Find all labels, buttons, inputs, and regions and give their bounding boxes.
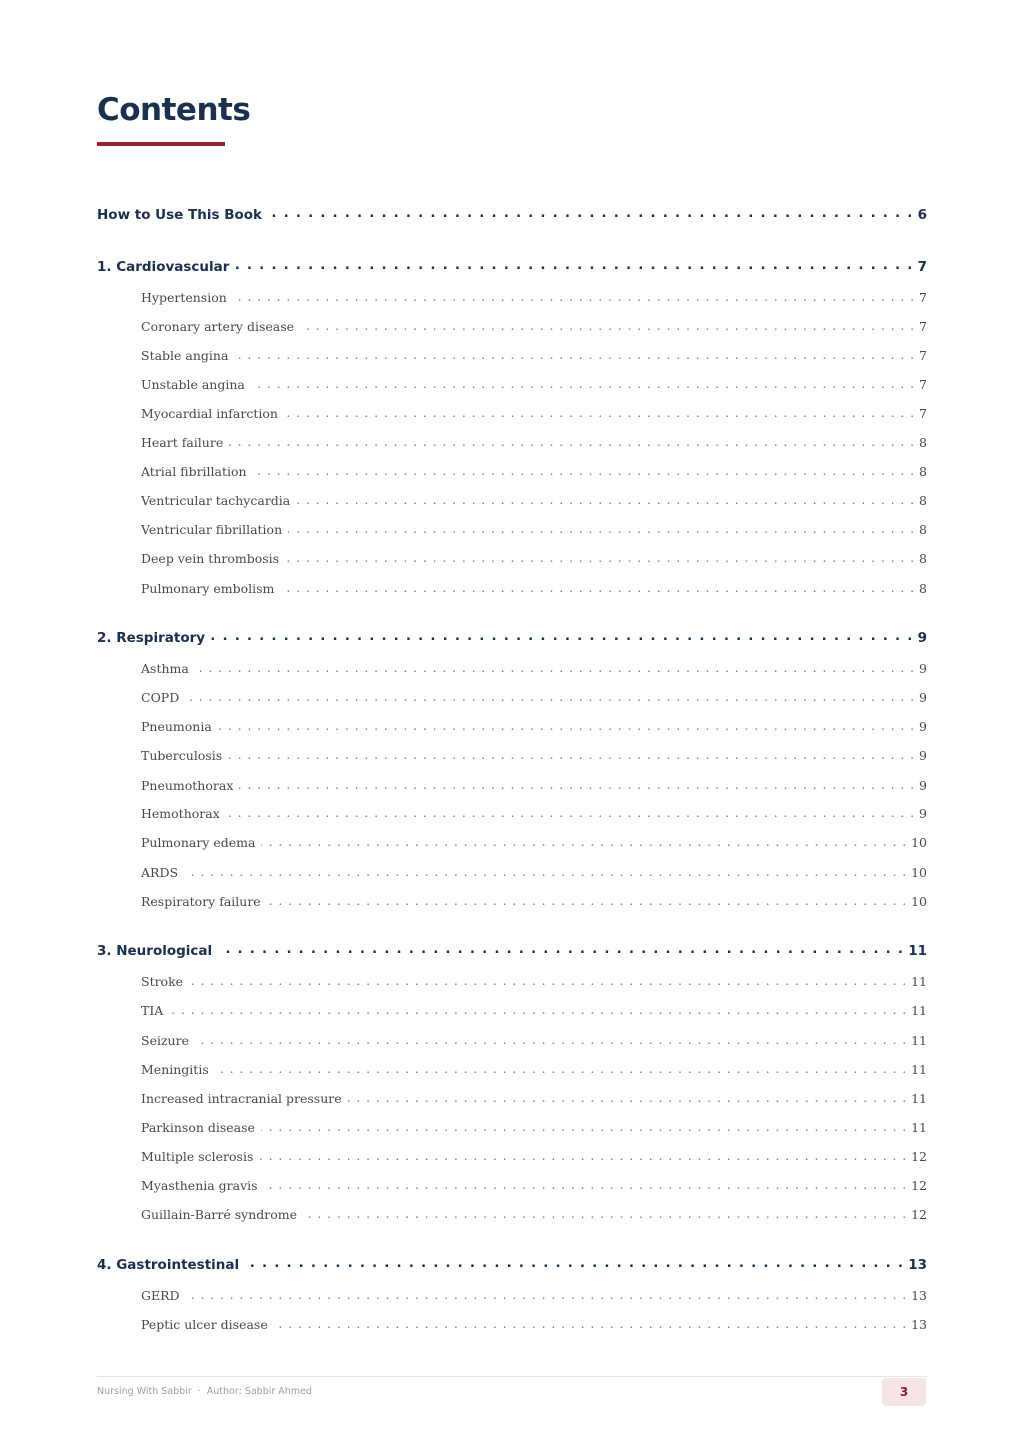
- dot-leader: [268, 205, 914, 219]
- toc-item-title: TIA: [141, 1002, 164, 1018]
- toc-item-title: Ventricular fibrillation: [141, 521, 283, 537]
- toc-item-row[interactable]: [141, 1316, 927, 1332]
- dot-leader: [226, 805, 915, 818]
- toc-page-number: 9: [919, 718, 927, 734]
- toc-page-number: 9: [919, 660, 927, 676]
- dot-leader: [251, 376, 915, 389]
- toc-item-row[interactable]: [141, 580, 927, 596]
- toc-item-row[interactable]: [141, 405, 927, 421]
- toc-item-row[interactable]: [141, 1177, 927, 1193]
- dot-leader: [303, 1206, 907, 1219]
- toc-page-number: 8: [919, 434, 927, 450]
- toc-page-number: 8: [919, 492, 927, 508]
- toc-page-number: 8: [919, 463, 927, 479]
- toc-page-number: 10: [911, 834, 927, 850]
- toc-page-number: 13: [911, 1287, 927, 1303]
- toc-page-number: 13: [911, 1316, 927, 1332]
- dot-leader: [186, 1287, 908, 1300]
- toc-section-title: 1. Cardiovascular: [97, 258, 230, 275]
- toc-section-row[interactable]: [97, 205, 927, 223]
- toc-section-title: How to Use This Book: [97, 206, 263, 223]
- footer-credits: [97, 1386, 312, 1397]
- toc-page-number: 9: [919, 805, 927, 821]
- toc-item-row[interactable]: [141, 1148, 927, 1164]
- footer-author: Author: Sabbir Ahmed: [206, 1386, 312, 1397]
- toc-item-title: Atrial fibrillation: [141, 463, 247, 479]
- toc-item-title: Hemothorax: [141, 805, 220, 821]
- toc-item-title: Multiple sclerosis: [141, 1148, 254, 1164]
- toc-item-title: COPD: [141, 689, 180, 705]
- dot-leader: [239, 777, 915, 790]
- toc-item-row[interactable]: [141, 777, 927, 793]
- dot-leader: [229, 434, 915, 447]
- toc-item-title: Hypertension: [141, 289, 227, 305]
- toc-page-number: 7: [919, 405, 927, 421]
- footer-brand: Nursing With Sabbir: [97, 1386, 192, 1397]
- toc-item-title: Myasthenia gravis: [141, 1177, 258, 1193]
- toc-section-row[interactable]: [97, 628, 927, 646]
- toc-page-number: 11: [911, 973, 927, 989]
- dot-leader: [184, 864, 907, 877]
- toc-page-number: 11: [908, 942, 927, 959]
- toc-page-number: 7: [917, 258, 927, 275]
- title-underline: [97, 142, 225, 146]
- toc-page-number: 9: [919, 689, 927, 705]
- toc-item-row[interactable]: [141, 1119, 927, 1135]
- toc-section-row[interactable]: [97, 941, 927, 959]
- dot-leader: [253, 463, 915, 476]
- toc-page-number: 13: [908, 1256, 927, 1273]
- toc-item-row[interactable]: [141, 318, 927, 334]
- dot-leader: [234, 347, 915, 360]
- toc-item-title: Respiratory failure: [141, 893, 261, 909]
- toc-page-number: 11: [911, 1090, 927, 1106]
- toc-item-row[interactable]: [141, 289, 927, 305]
- dot-leader: [284, 405, 915, 418]
- toc-item-title: Pneumonia: [141, 718, 212, 734]
- footer-divider: [97, 1376, 927, 1377]
- toc-page-number: 8: [919, 550, 927, 566]
- toc-item-row[interactable]: [141, 1032, 927, 1048]
- dot-leader: [185, 689, 915, 702]
- toc-item-row[interactable]: [141, 550, 927, 566]
- toc-item-title: Coronary artery disease: [141, 318, 295, 334]
- toc-section-title: 2. Respiratory: [97, 629, 206, 646]
- dot-leader: [285, 550, 915, 563]
- dot-leader: [169, 1002, 907, 1015]
- dot-leader: [280, 580, 915, 593]
- dot-leader: [245, 1255, 904, 1269]
- dot-leader: [259, 1148, 907, 1161]
- toc-item-row[interactable]: [141, 660, 927, 676]
- toc-section-title: 4. Gastrointestinal: [97, 1256, 240, 1273]
- toc-page-number: 10: [911, 864, 927, 880]
- toc-page-number: 12: [911, 1148, 927, 1164]
- toc-item-row[interactable]: [141, 1002, 927, 1018]
- toc-page-number: 8: [919, 521, 927, 537]
- dot-leader: [296, 492, 915, 505]
- toc-item-title: Ventricular tachycardia: [141, 492, 291, 508]
- toc-page-number: 10: [911, 893, 927, 909]
- dot-leader: [228, 747, 915, 760]
- toc-item-title: Seizure: [141, 1032, 189, 1048]
- toc-item-row[interactable]: [141, 1287, 927, 1303]
- toc-item-title: Guillain-Barré syndrome: [141, 1206, 297, 1222]
- toc-item-title: Pneumothorax: [141, 777, 234, 793]
- toc-section-row[interactable]: [97, 1255, 927, 1273]
- toc-item-row[interactable]: [141, 1206, 927, 1222]
- toc-page-number: 7: [919, 376, 927, 392]
- toc-page-number: 6: [917, 206, 927, 223]
- toc-page-number: 12: [911, 1177, 927, 1193]
- dot-leader: [195, 660, 915, 673]
- toc-item-title: Asthma: [141, 660, 189, 676]
- toc-page-number: 9: [919, 747, 927, 763]
- dot-leader: [274, 1316, 907, 1329]
- toc-item-title: ARDS: [141, 864, 179, 880]
- toc-item-row[interactable]: [141, 347, 927, 363]
- toc-item-row[interactable]: [141, 864, 927, 880]
- toc-item-row[interactable]: [141, 834, 927, 850]
- toc-page-number: 7: [919, 347, 927, 363]
- dot-leader: [264, 1177, 908, 1190]
- dot-leader: [348, 1090, 907, 1103]
- toc-item-row[interactable]: [141, 689, 927, 705]
- toc-item-title: Meningitis: [141, 1061, 209, 1077]
- toc-page-number: 11: [911, 1002, 927, 1018]
- toc-section-title: 3. Neurological: [97, 942, 213, 959]
- toc-item-row[interactable]: [141, 805, 927, 821]
- toc-item-title: Heart failure: [141, 434, 224, 450]
- toc-item-title: Peptic ulcer disease: [141, 1316, 268, 1332]
- dot-leader: [267, 893, 907, 906]
- dot-leader: [261, 1119, 907, 1132]
- toc-page-number: 11: [911, 1119, 927, 1135]
- toc-item-row[interactable]: [141, 463, 927, 479]
- toc-page-number: 12: [911, 1206, 927, 1222]
- page-number-badge: 3: [882, 1378, 926, 1406]
- toc-item-title: Pulmonary embolism: [141, 580, 275, 596]
- dot-leader: [211, 628, 914, 642]
- toc-page-number: 7: [919, 318, 927, 334]
- toc-item-row[interactable]: [141, 434, 927, 450]
- toc-item-title: GERD: [141, 1287, 180, 1303]
- dot-leader: [233, 289, 915, 302]
- toc-item-title: Unstable angina: [141, 376, 245, 392]
- toc-item-title: Tuberculosis: [141, 747, 223, 763]
- toc-item-row[interactable]: [141, 973, 927, 989]
- dot-leader: [218, 718, 915, 731]
- toc-item-row[interactable]: [141, 718, 927, 734]
- toc-page-number: 11: [911, 1061, 927, 1077]
- toc-item-row[interactable]: [141, 1061, 927, 1077]
- toc-page-number: 7: [919, 289, 927, 305]
- dot-leader: [288, 521, 915, 534]
- dot-leader: [300, 318, 915, 331]
- toc-item-title: Parkinson disease: [141, 1119, 255, 1135]
- toc-item-title: Increased intracranial pressure: [141, 1090, 342, 1106]
- toc-item-row[interactable]: [141, 492, 927, 508]
- toc-item-title: Stable angina: [141, 347, 229, 363]
- toc-item-row[interactable]: [141, 893, 927, 909]
- footer-separator: ·: [197, 1386, 201, 1397]
- toc-item-row[interactable]: [141, 376, 927, 392]
- toc-page-number: 8: [919, 580, 927, 596]
- dot-leader: [195, 1032, 907, 1045]
- dot-leader: [235, 257, 913, 271]
- dot-leader: [261, 834, 907, 847]
- toc-section-row[interactable]: [97, 257, 927, 275]
- toc-page-number: 11: [911, 1032, 927, 1048]
- toc-page-number: 9: [917, 629, 927, 646]
- toc-item-row[interactable]: [141, 1090, 927, 1106]
- toc-item-title: Stroke: [141, 973, 184, 989]
- dot-leader: [215, 1061, 907, 1074]
- toc-item-title: Myocardial infarction: [141, 405, 278, 421]
- toc-item-title: Pulmonary edema: [141, 834, 256, 850]
- toc-item-title: Deep vein thrombosis: [141, 550, 280, 566]
- toc-page-number: 9: [919, 777, 927, 793]
- dot-leader: [218, 941, 904, 955]
- dot-leader: [189, 973, 907, 986]
- toc-item-row[interactable]: [141, 747, 927, 763]
- page-title: Contents: [97, 92, 251, 128]
- toc-item-row[interactable]: [141, 521, 927, 537]
